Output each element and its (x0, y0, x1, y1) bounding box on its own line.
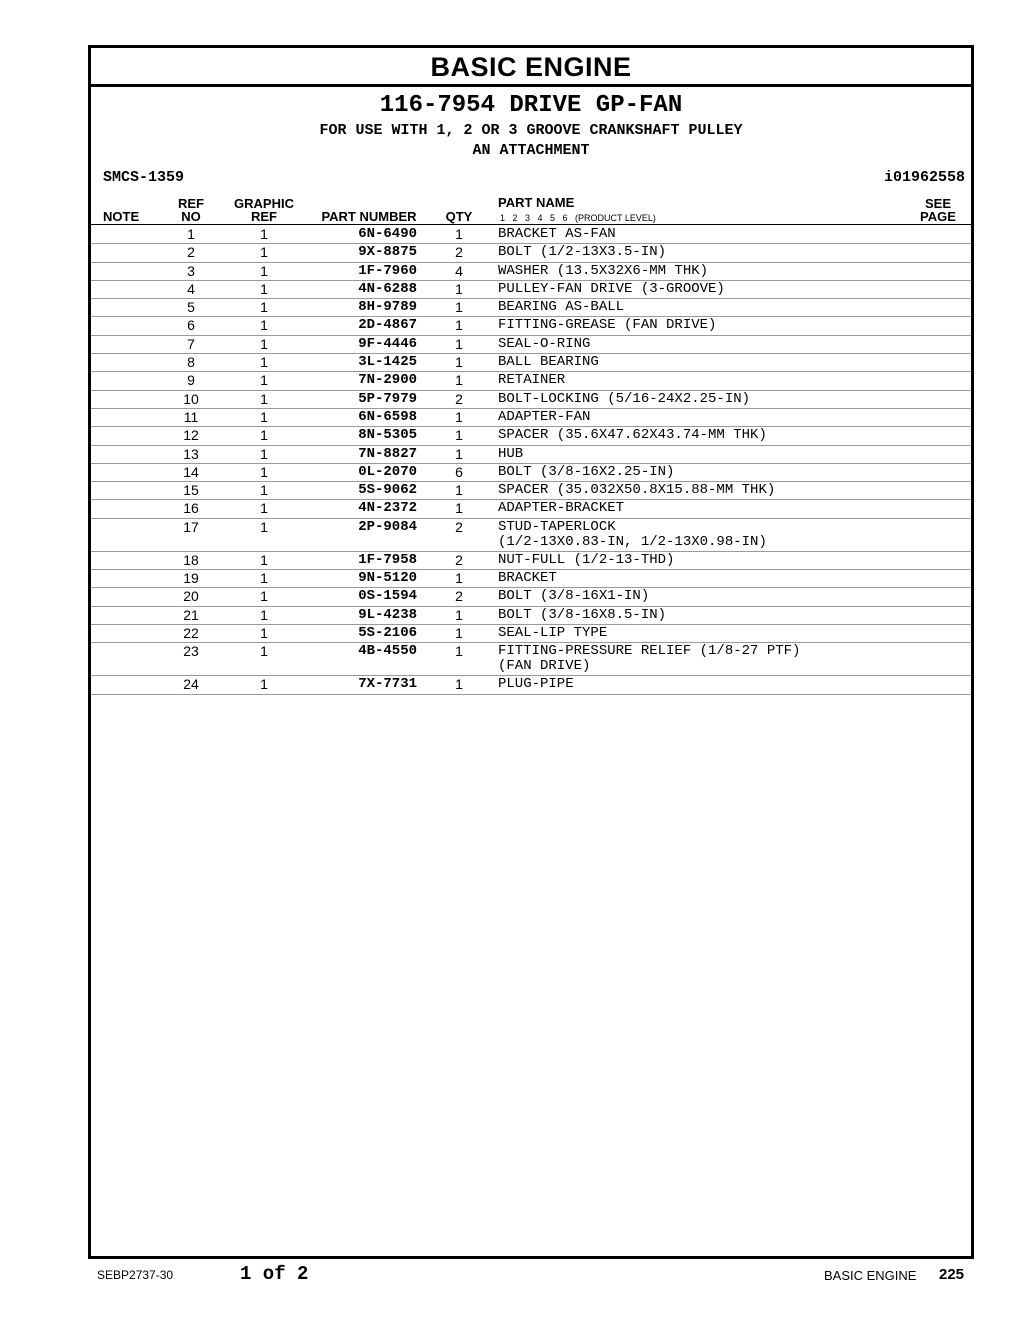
graphic-ref-cell: 1 (260, 588, 268, 605)
part-number-cell: 2D-4867 (358, 317, 417, 334)
table-row (91, 519, 971, 552)
part-number-cell: 9F-4446 (358, 335, 417, 352)
header-product-levels: 1 2 3 4 5 6 (PRODUCT LEVEL) (500, 213, 656, 223)
part-name-cell: STUD-TAPERLOCK (1/2-13X0.83-IN, 1/2-13X0.98-IN) (498, 518, 767, 550)
part-number-cell: 7N-2900 (358, 372, 417, 389)
qty-cell: 4 (455, 262, 463, 279)
graphic-ref-cell: 1 (260, 482, 268, 499)
header-part-name: PART NAME (498, 195, 575, 210)
table-row (91, 263, 971, 281)
qty-cell: 1 (455, 606, 463, 623)
part-name-cell: HUB (498, 445, 524, 462)
part-name-cell: FITTING-GREASE (FAN DRIVE) (498, 317, 717, 334)
part-number-cell: 7N-8827 (358, 445, 417, 462)
footer-section: BASIC ENGINE (824, 1268, 917, 1283)
part-number-cell: 4N-2372 (358, 500, 417, 517)
table-row (91, 336, 971, 354)
ref-no-cell: 8 (187, 354, 195, 371)
part-number-cell: 2P-9084 (358, 518, 417, 535)
qty-cell: 2 (455, 588, 463, 605)
parts-table-body (91, 226, 971, 695)
graphic-ref-cell: 1 (260, 244, 268, 261)
part-number-cell: 1F-7960 (358, 262, 417, 279)
part-name-cell: BOLT (3/8-16X1-IN) (498, 588, 650, 605)
part-name-cell: RETAINER (498, 372, 566, 389)
table-row (91, 427, 971, 445)
part-number-cell: 3L-1425 (358, 354, 417, 371)
qty-cell: 1 (455, 624, 463, 641)
table-row (91, 676, 971, 694)
ref-no-cell: 4 (187, 280, 195, 297)
part-number-cell: 0L-2070 (358, 463, 417, 480)
part-name-cell: WASHER (13.5X32X6-MM THK) (498, 262, 709, 279)
header-see-bottom: PAGE (920, 209, 956, 224)
table-row (91, 409, 971, 427)
part-number-cell: 9X-8875 (358, 244, 417, 261)
ref-no-cell: 11 (183, 408, 199, 425)
table-row (91, 391, 971, 409)
table-row (91, 500, 971, 518)
qty-cell: 1 (455, 500, 463, 517)
section-title-bar (91, 48, 971, 87)
ref-no-cell: 6 (187, 317, 195, 334)
graphic-ref-cell: 1 (260, 372, 268, 389)
ref-no-cell: 13 (183, 445, 199, 462)
part-number-cell: 4B-4550 (358, 643, 417, 660)
ref-no-cell: 3 (187, 262, 195, 279)
table-row (91, 464, 971, 482)
group-title: 116-7954 DRIVE GP-FAN (379, 92, 683, 119)
graphic-ref-cell: 1 (260, 676, 268, 693)
part-name-cell: BALL BEARING (498, 354, 599, 371)
part-number-cell: 6N-6598 (358, 408, 417, 425)
ref-no-cell: 21 (183, 606, 199, 623)
part-name-cell: SEAL-LIP TYPE (498, 624, 608, 641)
ref-no-cell: 19 (183, 570, 199, 587)
header-graphic-top: GRAPHIC (234, 196, 294, 211)
qty-cell: 1 (455, 427, 463, 444)
part-name-cell: ADAPTER-BRACKET (498, 500, 625, 517)
parts-table-header (91, 194, 971, 225)
ref-no-cell: 5 (187, 299, 195, 316)
part-number-cell: 5S-2106 (358, 624, 417, 641)
graphic-ref-cell: 1 (260, 354, 268, 371)
footer-page-number: 225 (939, 1266, 965, 1283)
part-number-cell: 6N-6490 (358, 226, 417, 242)
ref-no-cell: 15 (183, 482, 199, 499)
part-name-cell: BEARING AS-BALL (498, 299, 625, 316)
table-row (91, 482, 971, 500)
table-row (91, 244, 971, 262)
qty-cell: 1 (455, 280, 463, 297)
ref-no-cell: 22 (183, 624, 199, 641)
header-part-number: PART NUMBER (321, 209, 417, 224)
header-ref-bottom: NO (181, 209, 201, 224)
table-row (91, 372, 971, 390)
graphic-ref-cell: 1 (260, 335, 268, 352)
header-qty: QTY (445, 209, 473, 224)
table-row (91, 607, 971, 625)
part-name-cell: ADAPTER-FAN (498, 408, 591, 425)
part-number-cell: 7X-7731 (358, 676, 417, 693)
part-name-cell: BOLT-LOCKING (5/16-24X2.25-IN) (498, 390, 751, 407)
table-row (91, 281, 971, 299)
qty-cell: 6 (455, 463, 463, 480)
part-number-cell: 1F-7958 (358, 551, 417, 568)
part-name-cell: FITTING-PRESSURE RELIEF (1/8-27 PTF) (FAN DRIVE) (498, 643, 801, 675)
graphic-ref-cell: 1 (260, 390, 268, 407)
qty-cell: 1 (455, 643, 463, 660)
part-name-cell: BRACKET AS-FAN (498, 226, 616, 242)
graphic-ref-cell: 1 (260, 262, 268, 279)
qty-cell: 2 (455, 518, 463, 535)
ref-no-cell: 12 (183, 427, 199, 444)
qty-cell: 1 (455, 226, 463, 242)
graphic-ref-cell: 1 (260, 570, 268, 587)
graphic-ref-cell: 1 (260, 624, 268, 641)
part-number-cell: 9N-5120 (358, 570, 417, 587)
graphic-ref-cell: 1 (260, 606, 268, 623)
smcs-code: SMCS-1359 (103, 169, 185, 186)
graphic-ref-cell: 1 (260, 280, 268, 297)
table-row (91, 317, 971, 335)
graphic-ref-cell: 1 (260, 551, 268, 568)
part-number-cell: 8N-5305 (358, 427, 417, 444)
part-name-cell: SEAL-O-RING (498, 335, 591, 352)
group-subtitle-line2: AN ATTACHMENT (472, 142, 590, 159)
document-identifier: i01962558 (883, 169, 965, 186)
table-row (91, 446, 971, 464)
qty-cell: 1 (455, 299, 463, 316)
graphic-ref-cell: 1 (260, 299, 268, 316)
graphic-ref-cell: 1 (260, 445, 268, 462)
graphic-ref-cell: 1 (260, 500, 268, 517)
qty-cell: 2 (455, 244, 463, 261)
qty-cell: 1 (455, 317, 463, 334)
qty-cell: 1 (455, 482, 463, 499)
header-see-top: SEE (924, 196, 951, 211)
footer-doc-id: SEBP2737-30 (97, 1268, 174, 1282)
ref-no-cell: 23 (183, 643, 199, 660)
header-graphic-bottom: REF (251, 209, 277, 224)
qty-cell: 1 (455, 335, 463, 352)
part-number-cell: 9L-4238 (358, 606, 417, 623)
graphic-ref-cell: 1 (260, 317, 268, 334)
header-ref-top: REF (178, 196, 204, 211)
group-subtitle-line1: FOR USE WITH 1, 2 OR 3 GROOVE CRANKSHAFT PULLEY (319, 122, 743, 139)
table-row (91, 643, 971, 676)
graphic-ref-cell: 1 (260, 226, 268, 242)
section-title: BASIC ENGINE (430, 52, 632, 82)
part-number-cell: 5P-7979 (358, 390, 417, 407)
ref-no-cell: 17 (183, 518, 199, 535)
table-row (91, 625, 971, 643)
header-note: NOTE (103, 209, 140, 224)
ref-no-cell: 16 (183, 500, 199, 517)
graphic-ref-cell: 1 (260, 427, 268, 444)
table-row (91, 226, 971, 244)
qty-cell: 1 (455, 354, 463, 371)
part-name-cell: PULLEY-FAN DRIVE (3-GROOVE) (498, 280, 725, 297)
graphic-ref-cell: 1 (260, 408, 268, 425)
ref-no-cell: 2 (187, 244, 195, 261)
ref-no-cell: 20 (183, 588, 199, 605)
table-row (91, 588, 971, 606)
qty-cell: 1 (455, 372, 463, 389)
part-name-cell: SPACER (35.6X47.62X43.74-MM THK) (498, 427, 767, 444)
qty-cell: 2 (455, 390, 463, 407)
part-number-cell: 0S-1594 (358, 588, 417, 605)
part-name-cell: BOLT (1/2-13X3.5-IN) (498, 244, 667, 261)
ref-no-cell: 1 (187, 226, 195, 242)
table-row (91, 552, 971, 570)
graphic-ref-cell: 1 (260, 518, 268, 535)
qty-cell: 1 (455, 570, 463, 587)
graphic-ref-cell: 1 (260, 643, 268, 660)
table-row (91, 354, 971, 372)
table-row (91, 299, 971, 317)
qty-cell: 1 (455, 676, 463, 693)
part-name-cell: PLUG-PIPE (498, 676, 574, 693)
part-number-cell: 8H-9789 (358, 299, 417, 316)
part-name-cell: BOLT (3/8-16X2.25-IN) (498, 463, 675, 480)
part-number-cell: 4N-6288 (358, 280, 417, 297)
part-name-cell: BRACKET (498, 570, 557, 587)
ref-no-cell: 24 (183, 676, 199, 693)
part-name-cell: BOLT (3/8-16X8.5-IN) (498, 606, 667, 623)
part-name-cell: NUT-FULL (1/2-13-THD) (498, 551, 675, 568)
ref-no-cell: 10 (183, 390, 199, 407)
ref-no-cell: 18 (183, 551, 199, 568)
table-row (91, 570, 971, 588)
footer-page-of: 1 of 2 (240, 1263, 309, 1285)
ref-no-cell: 9 (187, 372, 195, 389)
qty-cell: 1 (455, 408, 463, 425)
ref-no-cell: 14 (183, 463, 199, 480)
graphic-ref-cell: 1 (260, 463, 268, 480)
ref-no-cell: 7 (187, 335, 195, 352)
qty-cell: 2 (455, 551, 463, 568)
part-name-cell: SPACER (35.032X50.8X15.88-MM THK) (498, 482, 776, 499)
part-number-cell: 5S-9062 (358, 482, 417, 499)
page-frame (88, 45, 974, 1259)
qty-cell: 1 (455, 445, 463, 462)
